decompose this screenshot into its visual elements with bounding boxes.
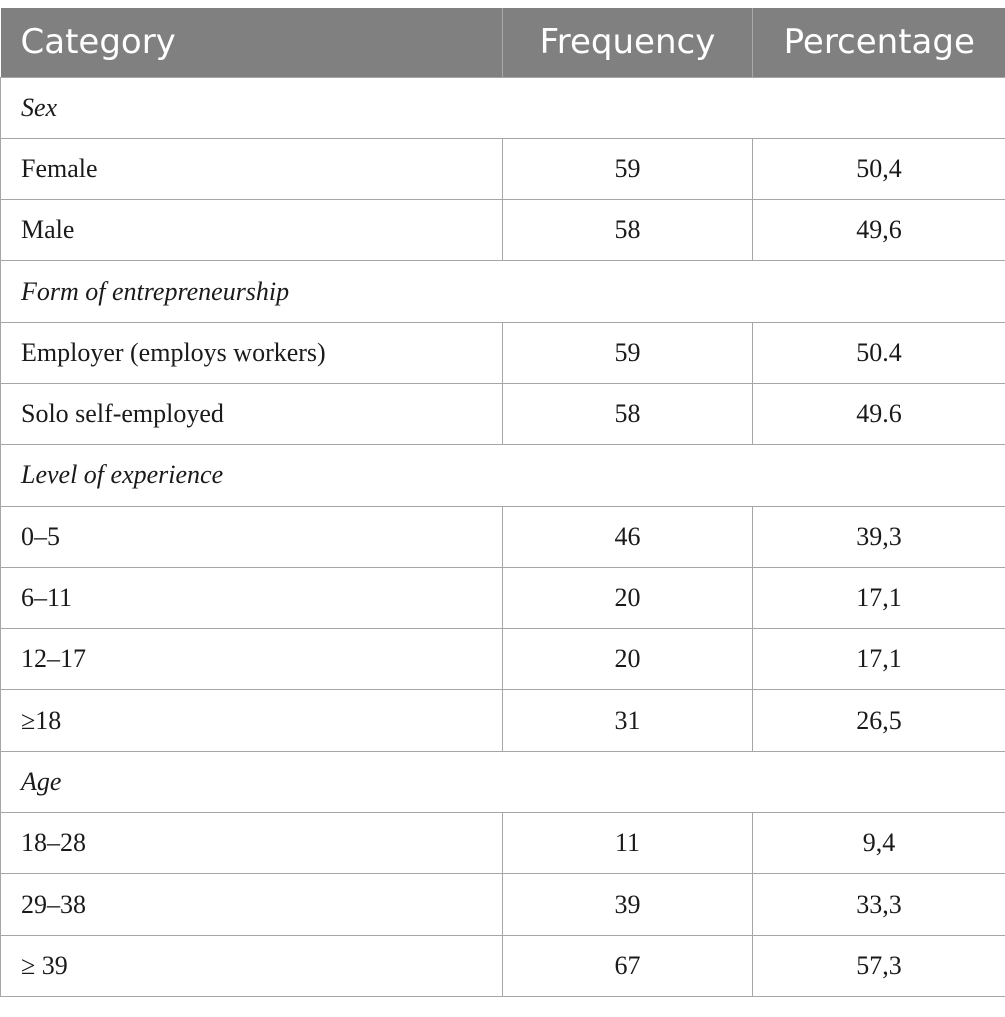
cell-frequency: 58 [503,200,753,261]
table-row [1,138,1005,199]
cell-percentage: 50,4 [753,138,1005,199]
section-label: Form of entrepreneurship [1,261,1005,322]
demographics-table [0,8,1005,997]
cell-percentage: 33,3 [753,874,1005,935]
cell-percentage: 9,4 [753,813,1005,874]
cell-category: Male [1,200,503,261]
table-header [1,8,1005,77]
cell-frequency: 11 [503,813,753,874]
cell-category: Employer (employs workers) [1,322,503,383]
table-row [1,506,1005,567]
cell-category: Female [1,138,503,199]
header-percentage: Percentage [753,8,1005,77]
table-row [1,935,1005,996]
cell-category: 12–17 [1,629,503,690]
section-row [1,261,1005,322]
section-row [1,751,1005,812]
demographics-table-container [0,8,1005,997]
header-row [1,8,1005,77]
cell-category: Solo self-employed [1,383,503,444]
section-label: Sex [1,77,1005,138]
cell-percentage: 39,3 [753,506,1005,567]
cell-frequency: 46 [503,506,753,567]
cell-category: 18–28 [1,813,503,874]
cell-frequency: 31 [503,690,753,751]
table-row [1,200,1005,261]
table-body [1,77,1005,996]
cell-frequency: 59 [503,322,753,383]
cell-frequency: 39 [503,874,753,935]
section-row [1,445,1005,506]
cell-frequency: 20 [503,567,753,628]
cell-percentage: 17,1 [753,567,1005,628]
header-frequency: Frequency [503,8,753,77]
cell-category: 0–5 [1,506,503,567]
table-row [1,383,1005,444]
cell-category: 29–38 [1,874,503,935]
section-label: Age [1,751,1005,812]
cell-category: ≥ 39 [1,935,503,996]
cell-category: ≥18 [1,690,503,751]
cell-percentage: 50.4 [753,322,1005,383]
cell-percentage: 57,3 [753,935,1005,996]
section-row [1,77,1005,138]
cell-category: 6–11 [1,567,503,628]
table-row [1,690,1005,751]
cell-percentage: 17,1 [753,629,1005,690]
cell-percentage: 26,5 [753,690,1005,751]
section-label: Level of experience [1,445,1005,506]
cell-percentage: 49.6 [753,383,1005,444]
header-category: Category [20,22,176,63]
table-row [1,629,1005,690]
cell-frequency: 20 [503,629,753,690]
table-row [1,322,1005,383]
cell-frequency: 67 [503,935,753,996]
table-row [1,874,1005,935]
cell-frequency: 59 [503,138,753,199]
cell-frequency: 58 [503,383,753,444]
table-row [1,813,1005,874]
table-row [1,567,1005,628]
cell-percentage: 49,6 [753,200,1005,261]
